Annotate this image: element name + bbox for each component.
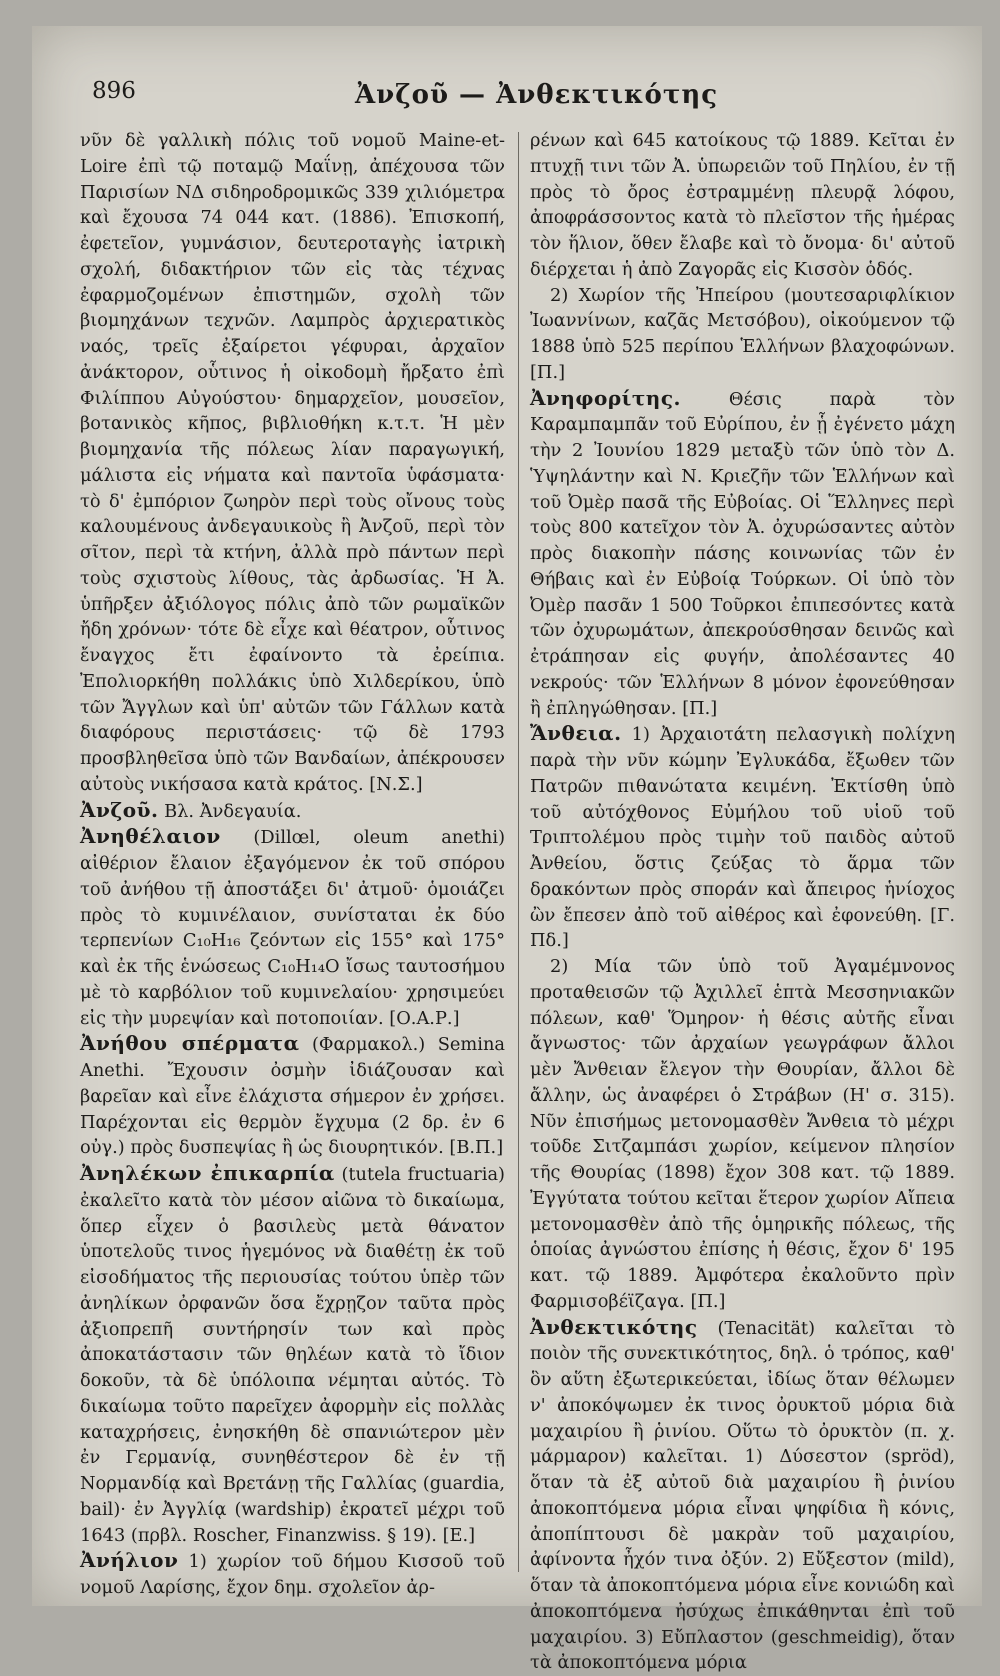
entry-headword: Ἀνηλέκων ἐπικαρπία [80,1161,335,1185]
entry-anelikon-epikarpia [80,1161,505,1548]
page-number: 896 [92,78,136,104]
running-head: Ἀνζοῦ — Ἀνθεκτικότης [355,80,718,110]
entry-antheia [530,721,955,954]
entry-headword: Ἀνηθέλαιον [80,824,221,848]
left-continuation: νῦν δὲ γαλλικὴ πόλις τοῦ νομοῦ Maine-et-Loire ἐπὶ τῷ ποταμῷ Μαΐνῃ, ἀπέχουσα τῶν Παρισίων ΝΔ σιδηροδρομικῶς 339 χιλιόμετρα καὶ ἔχουσα 74 044 κατ. (1886). Ἐπισκοπή, ἐφετεῖον, γυμνάσιον, δευτεροταγὴς ἰατρικὴ σχολή, διδακτήριον τῶν εἰς τὰς τέχνας ἐφαρμοζομένων ἐπιστημῶν, σχολὴ τῶν βιομηχάνων τεχνῶν. Λαμπρὸς ἀρχιερατικὸς ναός, τρεῖς ἐξαίρετοι γέφυραι, ἀρχαῖον ἀνάκτορον, οὗτινος ἡ οἰκοδομὴ ἤρξατο ἐπὶ Φιλίππου Αὐγούστου· δημαρχεῖον, μουσεῖον, βοτανικὸς κῆπος, βιβλιοθήκη κ.τ.τ. Ἡ μὲν βιομηχανία τῆς πόλεως λίαν παραγωγική, μάλιστα εἰς νήματα καὶ παντοῖα ὑφάσματα· τὸ δ' ἐμπόριον ζωηρὸν περὶ τοὺς οἴνους τοὺς καλουμένους ἀνδεγαυικοὺς ἢ Ἀνζοῦ, περὶ τὸν σῖτον, περὶ τὰ κτήνη, ἀλλὰ πρὸ πάντων περὶ τοὺς σχιστοὺς λίθους, τὰς ἀρδωσίας. Ἡ Ἀ. ὑπῆρξεν ἀξιόλογος πόλις ἀπὸ τῶν ρωμαϊκῶν ἤδη χρόνων· τότε δὲ εἶχε καὶ θέατρον, οὗτινος ἔναγχος ἔτι ἐφαίνοντο τὰ ἐρείπια. Ἐπολιορκήθη πολλάκις ὑπὸ Χιλδερίκου, ὑπὸ τῶν Ἄγγλων καὶ ὑπ' αὐτῶν τῶν Γάλλων κατὰ διαφόρους περιστάσεις· τῷ δὲ 1793 προσβληθεῖσα ὑπὸ τῶν Βανδαίων, ἀπέκρουσεν αὐτοὺς νικήσασα κατὰ κράτος. [Ν.Σ.] [80,128,505,798]
entry-text: 1) Ἀρχαιοτάτη πελασγικὴ πολίχνη παρὰ τὴν νῦν κώμην Ἐγλυκάδα, ἔξωθεν τῶν Πατρῶν πιθανώτατα κειμένη. Ἐκτίσθη ὑπὸ τοῦ αὐτόχθονος Εὐμήλου τοῦ υἱοῦ τοῦ Τριπτολέμου πρὸς τιμὴν τοῦ παιδὸς αὐτοῦ Ἀνθείου, ὅστις ζεύξας τὸ ἅρμα τῶν δρακόντων πρὸς σποράν καὶ ἄπειρος ἡνίοχος ὢν ἔπεσεν ἀπὸ τοῦ αἰθέρος καὶ ἐφονεύθη. [Γ. Πδ.] [530,724,955,951]
entry-anthektikotes [530,1315,955,1676]
entry-headword: Ἀνήθου σπέρματα [80,1031,300,1055]
entry-headword: Ἀνθεκτικότης [530,1315,698,1339]
right-column [530,128,955,1676]
entry-antheia-2: 2) Μία τῶν ὑπὸ τοῦ Ἀγαμέμνονος προταθεισῶν τῷ Ἀχιλλεῖ ἑπτὰ Μεσσηνιακῶν πόλεων, καθ' Ὅμηρον· ἡ θέσις αὐτῆς εἶναι ἄγνωστος· τῶν ἀρχαίων γεωγράφων ἄλλοι μὲν Ἄνθειαν ἔλεγον τὴν Θουρίαν, ἄλλοι δὲ ἄλλην, ὡς ἀναφέρει ὁ Στράβων (Η' σ. 315). Νῦν ἐπισήμως μετονομασθὲν Ἄνθεια τὸ μέχρι τοῦδε Σιτζαμπάσι χωρίον, κείμενον πλησίον τῆς Θουρίας (1898) ἔχον 308 κατ. τῷ 1889. Ἐγγύτατα τούτου κεῖται ἕτερον χωρίον Αἴπεια μετονομασθὲν ἀπὸ τῆς ὁμηρικῆς πόλεως, τῆς ὁποίας ἀγνώστου ἐπίσης ἡ θέσις, ἔχον δ' 195 κατ. τῷ 1889. Ἀμφότερα ἐκαλοῦντο πρὶν Φαρμισοβέϊζαγα. [Π.] [530,954,955,1315]
entry-text: Βλ. Ἀνδεγαυία. [158,801,301,822]
entry-text: (Tenacität) καλεῖται τὸ ποιὸν τῆς συνεκτικότητος, δηλ. ὁ τρόπος, καθ' ὃν αὕτη ἐξωτερικεύεται, ἰδίως ὅταν θέλωμεν ν' ἀποκόψωμεν ἐκ τινος ὀρυκτοῦ μόρια διὰ μαχαιρίου ἢ ῥινίου. Οὕτω τὸ ὀρυκτὸν (π. χ. μάρμαρον) καλεῖται. 1) Δύσεστον (spröd), ὅταν τὰ ἐξ αὐτοῦ διὰ μαχαιρίου ἢ ῥινίου ἀποκοπτόμενα μόρια εἶναι ψηφίδια ἢ κόνις, ἀποπίπτουσι δὲ μακρὰν τοῦ μαχαιρίου, ἀφίνοντα ἦχόν τινα ὀξύν. 2) Εὔξεστον (mild), ὅταν τὰ ἀποκοπτόμενα μόρια εἶνε κονιώδη καὶ ἀποκοπτόμενα ἠσύχως ἐπικάθηνται ἐπὶ τοῦ μαχαιρίου. 3) Εὔπλαστον (geschmeidig), ὅταν τὰ ἀποκοπτόμενα μόρια [530,1318,955,1674]
right-continuation-2: 2) Χωρίον τῆς Ἠπείρου (μουτεσαριφλίκιον Ἰωαννίνων, καζᾶς Μετσόβου), οἰκούμενον τῷ 1888 ὑπὸ 525 περίπου Ἑλλήνων βλαχοφώνων. [Π.] [530,283,955,386]
entry-text: Θέσις παρὰ τὸν Καραμπαμπᾶν τοῦ Εὐρίπου, ἐν ᾗ ἐγένετο μάχη τὴν 2 Ἰουνίου 1829 μεταξὺ τῶν ὑπὸ τὸν Δ. Ὑψηλάντην καὶ Ν. Κριεζῆν τῶν Ἑλλήνων καὶ τοῦ Ὀμὲρ πασᾶ τῆς Εὐβοίας. Οἱ Ἕλληνες περὶ τοὺς 800 κατεῖχον τὸν Ἀ. ὀχυρώσαντες αὐτὸν πρὸς διακοπὴν πάσης κοινωνίας τῶν ἐν Θήβαις καὶ ἐν Εὐβοίᾳ Τούρκων. Οἱ ὑπὸ τὸν Ὀμὲρ πασᾶν 1 500 Τοῦρκοι ἐπιπεσόντες κατὰ τῶν ὀχυρωμάτων, ἀπεκρούσθησαν δεινῶς καὶ ἐτράπησαν εἰς φυγήν, ἀπολέσαντες 40 νεκρούς· τῶν Ἑλλήνων 8 μόνον ἐφονεύθησαν ἢ ἐπληγώθησαν. [Π.] [530,389,955,719]
entry-anelion [80,1548,505,1601]
entry-headword: Ἀνζοῦ. [80,798,158,822]
entry-anethelaion [80,824,505,1031]
entry-headword: Ἄνθεια. [530,721,622,745]
entry-anethou-spermata [80,1031,505,1161]
entry-anzou [80,798,505,825]
entry-text: 1) χωρίον τοῦ δήμου Κισσοῦ τοῦ νομοῦ Λαρίσης, ἔχον δημ. σχολεῖον ἀρ- [80,1551,505,1598]
entry-text: (Φαρμακολ.) Semina Anethi. Ἔχουσιν ὀσμὴν ἰδιάζουσαν καὶ βαρεῖαν καὶ εἶνε ἐλάχιστα σήμερον ἐν χρήσει. Παρέχονται εἰς θερμὸν ἔγχυμα (2 δρ. ἐν 6 οὐγ.) πρὸς δυσπεψίας ἢ ὡς διουρητικόν. [Β.Π.] [80,1034,505,1158]
column-divider [518,132,519,1572]
left-column [80,128,505,1601]
entry-headword: Ἀνηφορίτης. [530,386,681,410]
right-continuation: ρένων καὶ 645 κατοίκους τῷ 1889. Κεῖται ἐν πτυχῇ τινι τῶν Ἀ. ὑπωρειῶν τοῦ Πηλίου, ἐν τῇ πρὸς τὸ ὄρος ἐστραμμένῃ πλευρᾷ λόφου, ἀποφράσσοντος κατὰ τὸ πλεῖστον τῆς ἡμέρας τὸν ἥλιον, ὅθεν ἔλαβε καὶ τὸ ὄνομα· δι' αὐτοῦ διέρχεται ἡ ἀπὸ Ζαγορᾶς εἰς Κισσὸν ὁδός. [530,128,955,283]
entry-text: (Dillœl, oleum anethi) αἰθέριον ἔλαιον ἐξαγόμενον ἐκ τοῦ σπόρου τοῦ ἀνήθου τῇ ἀποστάξει δι' ἀτμοῦ· ὁμοιάζει πρὸς τὸ κυμινέλαιον, συνίσταται ἐκ δύο τερπενίων C₁₀H₁₆ ζεόντων εἰς 155° καὶ 175° καὶ ἐκ τῆς ἑνώσεως C₁₀H₁₄O ἴσως ταυτοσήμου μὲ τὸ καρβόλιον τοῦ κυμινελαίου· χρησιμεύει εἰς τὴν μυρεψίαν καὶ ποτοποιίαν. [Ο.Α.Ρ.] [80,827,505,1028]
entry-text: (tutela fructuaria) ἐκαλεῖτο κατὰ τὸν μέσον αἰῶνα τὸ δικαίωμα, ὅπερ εἶχεν ὁ βασιλεὺς μετὰ θάνατον ὑποτελοῦς τινος ἡγεμόνος νὰ διαθέτῃ ἐκ τοῦ εἰσοδήματος τῆς περιουσίας τούτου ὑπὲρ τῶν ἀνηλίκων ὀρφανῶν ὅσα ἔχρῃζον ταῦτα πρὸς ἀξιοπρεπῆ συντήρησίν των καὶ πρὸς ἀποκατάστασιν τῶν θηλέων κατὰ τὸ ἴδιον δοκοῦν, τὰ δὲ ὑπόλοιπα νέμηται αὐτός. Τὸ δικαίωμα τοῦτο παρεῖχεν ἀφορμὴν εἰς πολλὰς καταχρήσεις, ἐνησκήθη δὲ σπανιώτερον μὲν ἐν Γερμανίᾳ, συνηθέστερον δὲ ἐν τῇ Νορμανδίᾳ καὶ Βρετάνῃ τῆς Γαλλίας (guardia, bail)· ἐν Ἀγγλίᾳ (wardship) ἐκρατεῖ μέχρι τοῦ 1643 (πρβλ. Roscher, Finanzwiss. § 19). [Ε.] [80,1164,505,1546]
entry-aneforites [530,386,955,722]
entry-headword: Ἀνήλιον [80,1548,178,1572]
